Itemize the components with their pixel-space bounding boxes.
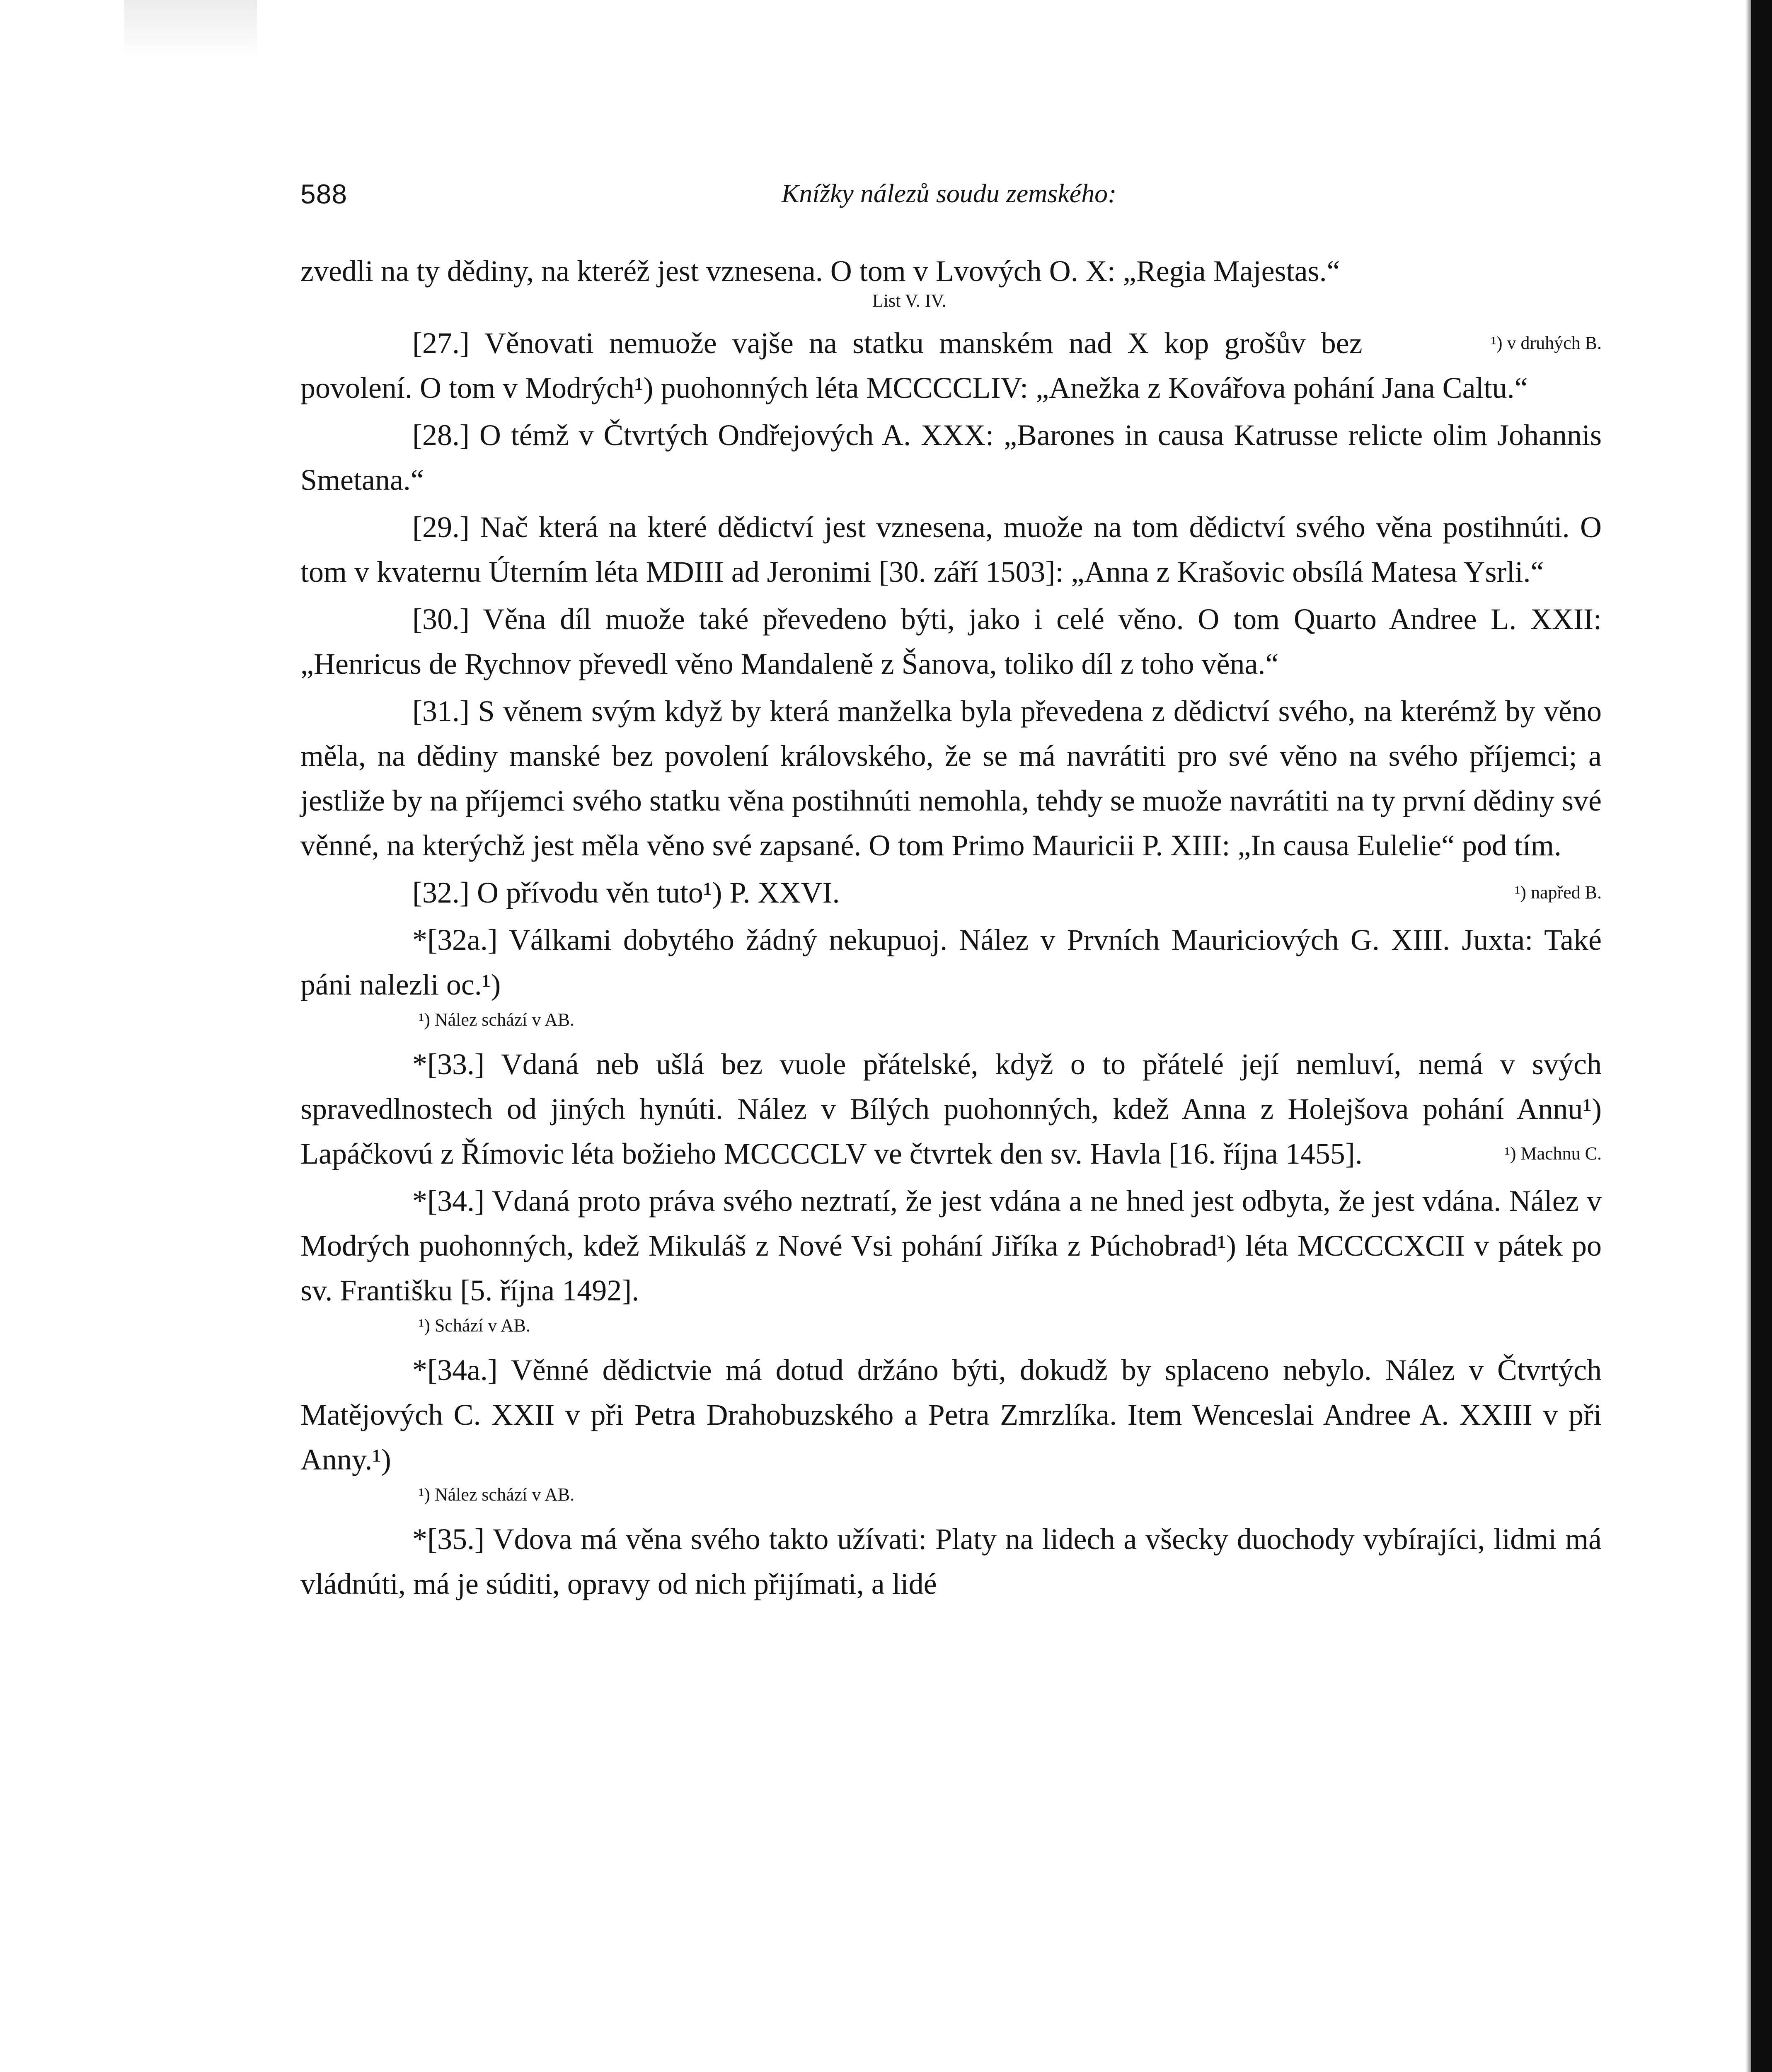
paragraph-33-text: *[33.] Vdaná neb ušlá bez vuole přátelské, když o to přátelé její nemluví, nemá v svých spravedlnostech od jiných hynúti. Nález v Bílých puohonných, kdež Anna z Holejšova pohání Annu¹) Lapáčkovú z Římovic léta božieho MCCCCLV ve čtvrtek den sv. Havla [16. října 1455]. <box>300 1048 1602 1170</box>
running-title: Knížky nálezů soudu zemského: <box>781 179 1117 208</box>
paragraph-27 <box>300 321 1602 410</box>
footnote-34: ¹) Schází v AB. <box>419 1315 530 1336</box>
paragraph-30: [30.] Věna díl muože také převedeno býti, jako i celé věno. O tom Quarto Andree L. XXII: „Henricus de Rychnov převedl věno Mandaleně z Šanova, toliko díl z toho věna.“ <box>300 603 1602 680</box>
footnote-33: ¹) Machnu C. <box>1504 1143 1602 1164</box>
paragraph-27-text: [27.] Věnovati nemuože vajše na statku manském nad X kop grošův bez povolení. O tom v Modrých¹) puohonných léta MCCCCLIV: „Anežka z Kovářova pohání Jana Caltu.“ <box>300 327 1528 404</box>
footnote-32a: ¹) Nález schází v AB. <box>419 1009 575 1030</box>
paragraph-31: [31.] S věnem svým když by která manželka byla převedena z dědictví svého, na kterémž by věno měla, na dědiny manské bez povolení královského, že se má navrátiti pro své věno na svého příjemci; a jestliže by na příjemci svého statku věna postihnúti nemohla, tehdy se muože navrátiti na ty první dědiny své věnné, na kterýchž jest měla věno své zapsané. O tom Primo Mauricii P. XIII: „In causa Eulelie“ pod tím. <box>300 695 1602 862</box>
footnote-27: ¹) v druhých B. <box>1491 333 1602 353</box>
paragraph-34a: *[34a.] Věnné dědictvie má dotud držáno býti, dokudž by splaceno nebylo. Nález v Čtvrtých Matějových C. XXII v při Petra Drahobuzského a Petra Zmrzlíka. Item Wenceslai Andree A. XXIII v při Anny.¹) <box>300 1353 1602 1476</box>
page-number: 588 <box>300 179 348 209</box>
paragraph-32-text: [32.] O přívodu věn tuto¹) P. XXVI. <box>412 876 840 909</box>
scan-border <box>1751 0 1772 2072</box>
page-header <box>300 178 1598 228</box>
paragraph-34: *[34.] Vdaná proto práva svého neztratí, že jest vdána a ne hned jest odbyta, že jest vdána. Nález v Modrých puohonných, kdež Mikuláš z Nové Vsi pohání Jiříka z Púchobrad¹) léta MCCCCXCII v pátek po sv. Františku [5. října 1492]. <box>300 1184 1602 1307</box>
paragraph-28: [28.] O témž v Čtvrtých Ondřejových A. XXX: „Barones in causa Katrusse relicte olim Johannis Smetana.“ <box>300 419 1602 496</box>
paragraph-35: *[35.] Vdova má věna svého takto užívati: Platy na lidech a všecky duochody vybírajíci, lidmi má vládnúti, má je súditi, opravy od nich přijímati, a lidé <box>300 1523 1602 1600</box>
text-body <box>300 249 1602 2002</box>
paragraph-33 <box>300 1042 1602 1176</box>
scan-shadow <box>1745 0 1751 2072</box>
footnote-32: ¹) napřed B. <box>1515 882 1602 903</box>
scan-smudge <box>124 0 257 58</box>
paragraph-continuation: zvedli na ty dědiny, na kteréž jest vznesena. O tom v Lvových O. X: „Regia Majestas.“ <box>300 254 1340 288</box>
sheet-reference: List V. IV. <box>872 290 947 311</box>
paragraph-29: [29.] Nač která na které dědictví jest vznesena, muože na tom dědictví svého věna postihnúti. O tom v kvaternu Úterním léta MDIII ad Jeronimi [30. září 1503]: „Anna z Krašovic obsílá Matesa Ysrli.“ <box>300 511 1602 588</box>
footnote-34a: ¹) Nález schází v AB. <box>419 1484 575 1505</box>
paragraph-32 <box>300 870 1602 915</box>
paragraph-32a: *[32a.] Válkami dobytého žádný nekupuoj. Nález v Prvních Mauriciových G. XIII. Juxta: Také páni nalezli oc.¹) <box>300 923 1602 1001</box>
